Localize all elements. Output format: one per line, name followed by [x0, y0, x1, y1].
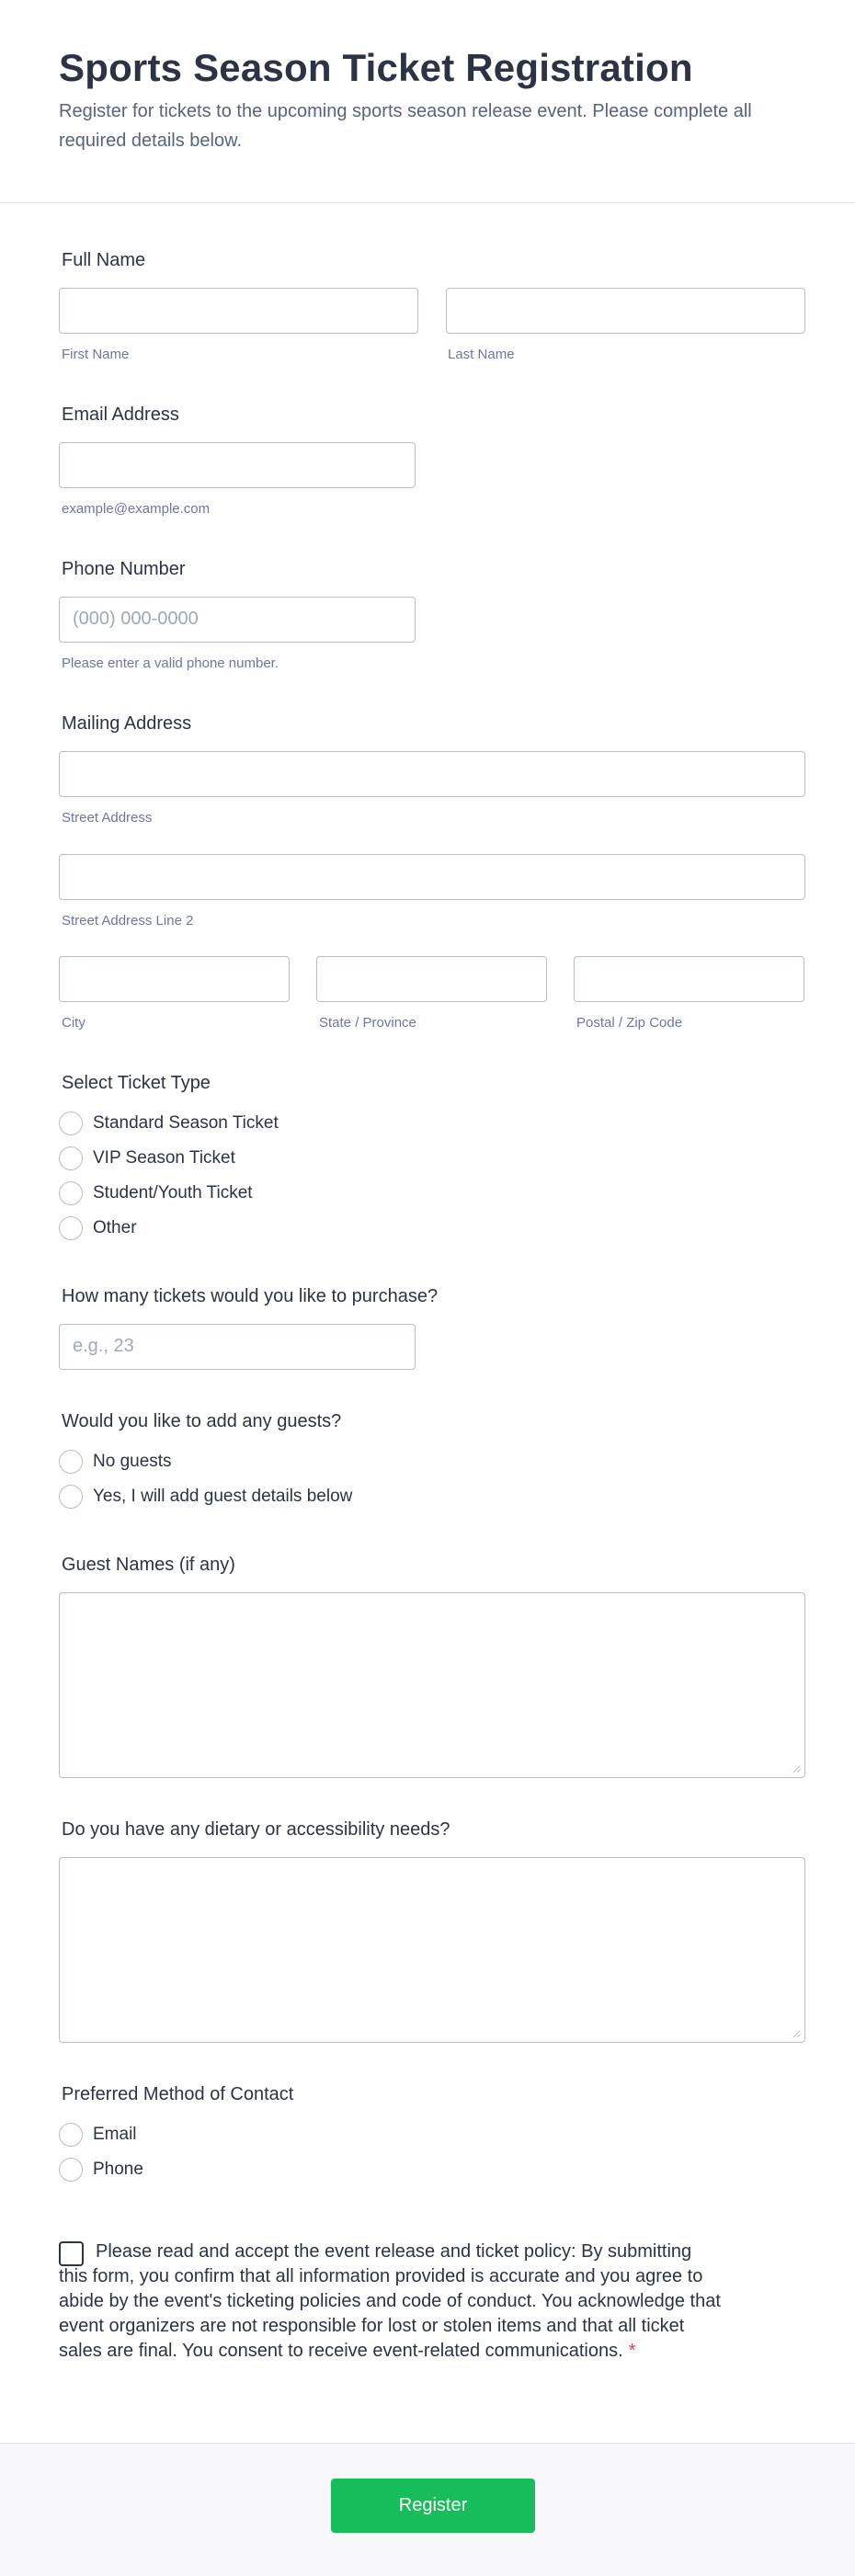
register-button[interactable]: Register — [331, 2479, 535, 2533]
required-mark: * — [628, 2341, 636, 2361]
zip-input[interactable] — [574, 956, 804, 1002]
guests-option-label: Yes, I will add guest details below — [93, 1487, 353, 1506]
needs-label: Do you have any dietary or accessibility needs? — [62, 1819, 450, 1840]
street-address-line2-sublabel: Street Address Line 2 — [62, 913, 194, 929]
radio-button[interactable] — [59, 2158, 83, 2182]
email-label: Email Address — [62, 405, 179, 425]
quantity-input[interactable] — [59, 1324, 416, 1370]
form-header — [0, 0, 855, 203]
last-name-input[interactable] — [446, 288, 805, 334]
radio-button[interactable] — [59, 1181, 83, 1205]
form-footer — [0, 2443, 855, 2576]
phone-sublabel: Please enter a valid phone number. — [62, 655, 279, 671]
radio-button[interactable] — [59, 1485, 83, 1509]
contact-method-option-label: Email — [93, 2125, 137, 2144]
resize-handle-icon[interactable] — [792, 2029, 801, 2038]
contact-method-label: Preferred Method of Contact — [62, 2084, 294, 2104]
resize-handle-icon[interactable] — [792, 1764, 801, 1773]
ticket-type-option-label: Student/Youth Ticket — [93, 1183, 253, 1203]
guests-option-label: No guests — [93, 1452, 172, 1471]
city-input[interactable] — [59, 956, 290, 1002]
page-subtitle: Register for tickets to the upcoming sports season release event. Please complete all required details below. — [59, 101, 752, 151]
phone-input[interactable] — [59, 597, 416, 643]
guest-names-textarea[interactable] — [59, 1592, 805, 1778]
needs-textarea[interactable] — [59, 1857, 805, 2043]
email-sublabel: example@example.com — [62, 501, 211, 517]
email-input[interactable] — [59, 442, 416, 488]
zip-sublabel: Postal / Zip Code — [576, 1015, 683, 1031]
first-name-input[interactable] — [59, 288, 418, 334]
radio-button[interactable] — [59, 1111, 83, 1135]
guest-names-label: Guest Names (if any) — [62, 1555, 235, 1575]
ticket-type-label: Select Ticket Type — [62, 1073, 211, 1093]
radio-button[interactable] — [59, 1146, 83, 1170]
state-sublabel: State / Province — [319, 1015, 416, 1031]
ticket-type-option-label: Standard Season Ticket — [93, 1113, 279, 1133]
phone-label: Phone Number — [62, 559, 186, 579]
street-address-input[interactable] — [59, 751, 805, 797]
quantity-placeholder: e.g., 23 — [73, 1336, 134, 1356]
radio-button[interactable] — [59, 1450, 83, 1474]
full-name-label: Full Name — [62, 250, 146, 270]
policy-text — [59, 2240, 721, 2364]
guests-label: Would you like to add any guests? — [62, 1411, 342, 1431]
city-sublabel: City — [62, 1015, 86, 1031]
contact-method-option-label: Phone — [93, 2160, 143, 2179]
ticket-type-option-label: Other — [93, 1218, 137, 1237]
ticket-type-option-label: VIP Season Ticket — [93, 1148, 235, 1168]
policy-text-content: Please read and accept the event release and ticket policy: By submitting this form, you confirm that all information provided is accurate and you agree to abide by the event's ticketing policies and code of conduct. You acknowledge that event organizers are not responsible for lost or stolen items and that all ticket sales are final. You consent to receive event-related communications. — [59, 2241, 721, 2361]
mailing-address-label: Mailing Address — [62, 713, 192, 734]
phone-placeholder: (000) 000-0000 — [73, 609, 199, 629]
street-address-sublabel: Street Address — [62, 810, 153, 826]
radio-button[interactable] — [59, 1216, 83, 1240]
radio-button[interactable] — [59, 2123, 83, 2147]
quantity-label: How many tickets would you like to purchase? — [62, 1286, 439, 1306]
last-name-sublabel: Last Name — [448, 347, 515, 362]
street-address-line2-input[interactable] — [59, 854, 805, 900]
state-input[interactable] — [316, 956, 547, 1002]
first-name-sublabel: First Name — [62, 347, 130, 362]
page-title: Sports Season Ticket Registration — [59, 46, 693, 89]
